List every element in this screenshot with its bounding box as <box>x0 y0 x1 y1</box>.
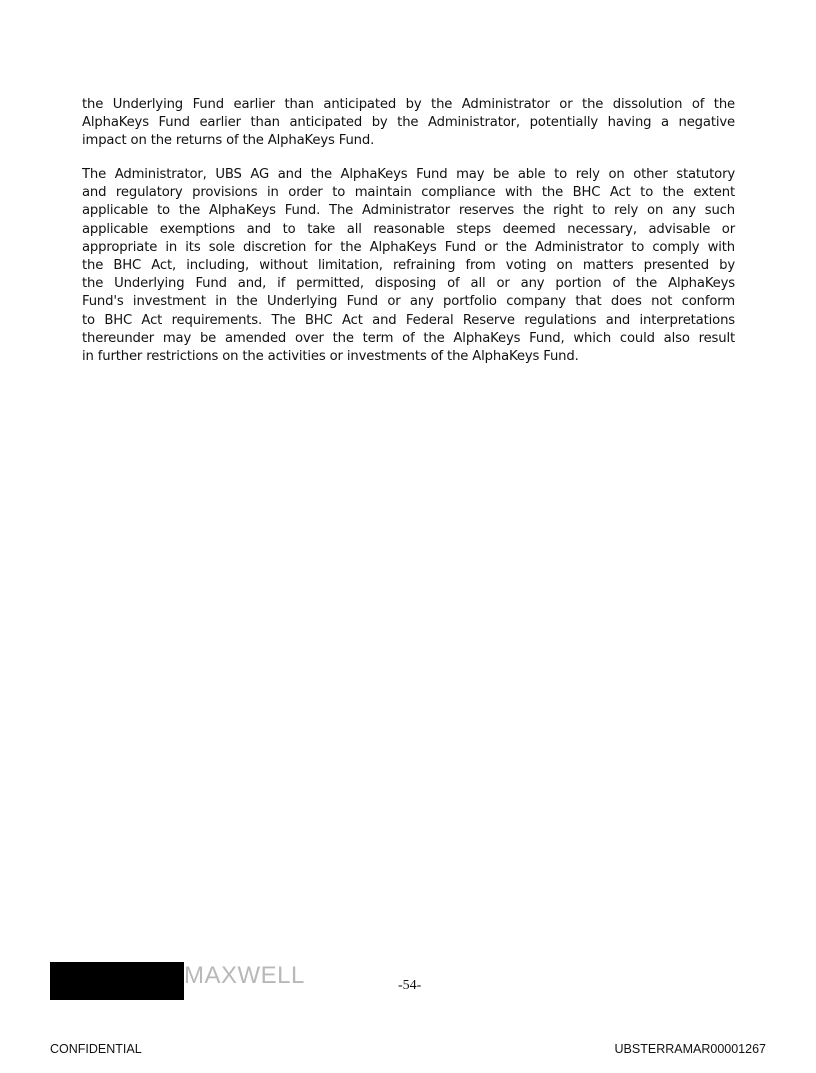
bates-number: UBSTERRAMAR00001267 <box>614 1042 766 1056</box>
text-line: applicable to the AlphaKeys Fund. The Administrator reserves the right to rely on any such <box>82 203 735 219</box>
text-line: appropriate in its sole discretion for the AlphaKeys Fund or the Administrator to comply with <box>82 239 735 255</box>
paragraph-1 <box>82 96 735 151</box>
text-line: AlphaKeys Fund earlier than anticipated by the Administrator, potentially having a negative <box>82 115 735 131</box>
text-line: the Underlying Fund earlier than anticipated by the Administrator or the dissolution of the <box>82 97 735 112</box>
text-line: impact on the returns of the AlphaKeys Fund. <box>82 133 375 149</box>
text-line: in further restrictions on the activities or investments of the AlphaKeys Fund. <box>82 348 579 364</box>
text-line: thereunder may be amended over the term of the AlphaKeys Fund, which could also result <box>82 330 735 346</box>
text-line: the Underlying Fund and, if permitted, disposing of all or any portion of the AlphaKeys <box>82 276 735 292</box>
page-number: -54- <box>398 978 422 993</box>
confidential-label: CONFIDENTIAL <box>50 1042 142 1056</box>
text-line: to BHC Act requirements. The BHC Act and Federal Reserve regulations and interpretations <box>82 312 735 328</box>
text-line: Fund's investment in the Underlying Fund or any portfolio company that does not conform <box>82 294 735 310</box>
text-line: and regulatory provisions in order to maintain compliance with the BHC Act to the extent <box>82 185 735 201</box>
maxwell-stamp: MAXWELL <box>184 962 305 989</box>
text-line: The Administrator, UBS AG and the AlphaKeys Fund may be able to rely on other statutory <box>82 167 735 182</box>
text-line: applicable exemptions and to take all reasonable steps deemed necessary, advisable or <box>82 221 735 237</box>
text-line: the BHC Act, including, without limitation, refraining from voting on matters presented by <box>82 257 735 273</box>
paragraph-2 <box>82 166 735 366</box>
redaction-box <box>50 962 184 1000</box>
